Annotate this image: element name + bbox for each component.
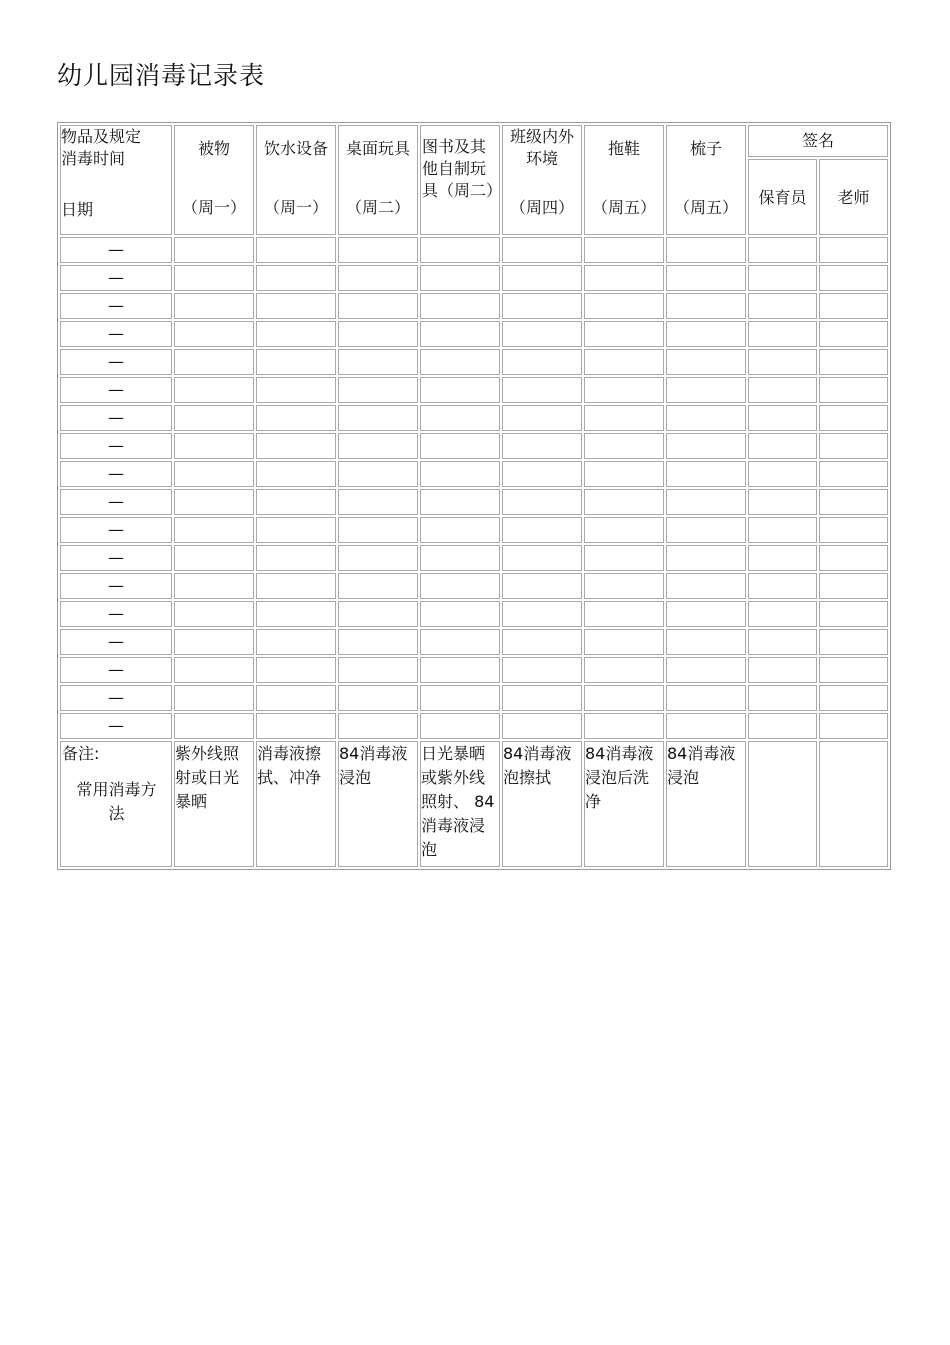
record-cell[interactable] — [420, 321, 500, 347]
header-col-day: （周一） — [181, 198, 246, 217]
method-teacher-sign[interactable] — [819, 741, 888, 867]
record-cell[interactable] — [174, 713, 254, 739]
record-cell[interactable] — [338, 461, 418, 487]
record-cell[interactable] — [666, 405, 746, 431]
header-caregiver: 保育员 — [748, 159, 817, 236]
record-cell[interactable] — [748, 265, 817, 291]
record-cell[interactable] — [748, 601, 817, 627]
record-cell[interactable] — [174, 293, 254, 319]
record-cell[interactable] — [584, 349, 664, 375]
header-col-environment — [502, 125, 582, 235]
record-cell[interactable] — [748, 685, 817, 711]
record-cell[interactable] — [174, 377, 254, 403]
record-cell[interactable] — [420, 713, 500, 739]
record-cell[interactable] — [584, 685, 664, 711]
record-cell[interactable] — [338, 349, 418, 375]
date-cell[interactable]: — — [60, 265, 172, 291]
header-col-slippers — [584, 125, 664, 235]
record-cell[interactable] — [174, 489, 254, 515]
record-cell[interactable] — [666, 517, 746, 543]
date-cell[interactable]: — — [60, 237, 172, 263]
record-cell[interactable] — [584, 293, 664, 319]
date-cell[interactable]: — — [60, 629, 172, 655]
record-cell[interactable] — [666, 489, 746, 515]
table-row — [60, 713, 888, 739]
record-cell[interactable] — [420, 293, 500, 319]
record-cell[interactable] — [819, 377, 888, 403]
record-cell[interactable] — [819, 657, 888, 683]
record-cell[interactable] — [748, 489, 817, 515]
record-cell[interactable] — [584, 657, 664, 683]
record-cell[interactable] — [666, 293, 746, 319]
record-cell[interactable] — [819, 517, 888, 543]
record-cell[interactable] — [420, 433, 500, 459]
date-cell[interactable]: — — [60, 321, 172, 347]
record-cell[interactable] — [502, 517, 582, 543]
record-cell[interactable] — [502, 293, 582, 319]
record-cell[interactable] — [174, 545, 254, 571]
record-cell[interactable] — [420, 657, 500, 683]
record-cell[interactable] — [174, 321, 254, 347]
record-cell[interactable] — [174, 517, 254, 543]
record-cell[interactable] — [420, 601, 500, 627]
record-cell[interactable] — [748, 517, 817, 543]
corner-items-label: 物品及规定消毒时间 — [61, 127, 142, 168]
table-row — [60, 489, 888, 515]
record-cell[interactable] — [256, 601, 336, 627]
header-col-name: 梳子 — [689, 139, 722, 158]
record-cell[interactable] — [666, 657, 746, 683]
record-cell[interactable] — [502, 237, 582, 263]
date-cell[interactable]: — — [60, 293, 172, 319]
header-col-name: 班级内外环境 — [509, 127, 574, 168]
record-cell[interactable] — [174, 265, 254, 291]
record-cell[interactable] — [502, 377, 582, 403]
header-col-bedding — [174, 125, 254, 235]
record-cell[interactable] — [502, 657, 582, 683]
record-cell[interactable] — [338, 433, 418, 459]
record-cell[interactable] — [819, 405, 888, 431]
table-row — [60, 629, 888, 655]
record-cell[interactable] — [338, 489, 418, 515]
date-cell[interactable]: — — [60, 405, 172, 431]
record-cell[interactable] — [666, 321, 746, 347]
record-cell[interactable] — [819, 461, 888, 487]
record-cell[interactable] — [174, 461, 254, 487]
header-col-name: 桌面玩具 — [345, 139, 410, 158]
record-cell[interactable] — [256, 685, 336, 711]
header-col-day: （周一） — [263, 198, 328, 217]
notes-label: 备注: — [62, 744, 100, 763]
table-row — [60, 405, 888, 431]
table-row — [60, 573, 888, 599]
record-cell[interactable] — [819, 433, 888, 459]
record-cell[interactable] — [666, 629, 746, 655]
record-cell[interactable] — [748, 349, 817, 375]
record-cell[interactable] — [584, 405, 664, 431]
record-cell[interactable] — [420, 573, 500, 599]
record-cell[interactable] — [338, 713, 418, 739]
record-cell[interactable] — [584, 433, 664, 459]
record-cell[interactable] — [338, 405, 418, 431]
method-combs: 84消毒液浸泡 — [666, 741, 746, 867]
record-cell[interactable] — [420, 517, 500, 543]
header-corner-cell — [60, 125, 172, 235]
record-cell[interactable] — [584, 629, 664, 655]
method-caregiver-sign[interactable] — [748, 741, 817, 867]
notes-row — [60, 741, 888, 867]
record-cell[interactable] — [420, 461, 500, 487]
record-cell[interactable] — [256, 433, 336, 459]
record-cell[interactable] — [420, 489, 500, 515]
record-cell[interactable] — [584, 601, 664, 627]
record-cell[interactable] — [338, 293, 418, 319]
record-cell[interactable] — [502, 601, 582, 627]
record-cell[interactable] — [584, 265, 664, 291]
record-cell[interactable] — [748, 321, 817, 347]
table-row — [60, 293, 888, 319]
record-cell[interactable] — [666, 461, 746, 487]
record-cell[interactable] — [420, 405, 500, 431]
record-cell[interactable] — [174, 685, 254, 711]
table-row — [60, 461, 888, 487]
table-row — [60, 545, 888, 571]
record-cell[interactable] — [256, 321, 336, 347]
table-row — [60, 601, 888, 627]
header-col-day: （周五） — [673, 198, 738, 217]
method-environment: 84消毒液泡擦拭 — [502, 741, 582, 867]
record-cell[interactable] — [819, 629, 888, 655]
record-cell[interactable] — [420, 545, 500, 571]
date-cell[interactable]: — — [60, 349, 172, 375]
record-cell[interactable] — [338, 573, 418, 599]
record-cell[interactable] — [502, 713, 582, 739]
table-row — [60, 265, 888, 291]
record-cell[interactable] — [174, 349, 254, 375]
record-cell[interactable] — [584, 321, 664, 347]
record-cell[interactable] — [174, 433, 254, 459]
record-cell[interactable] — [502, 685, 582, 711]
record-cell[interactable] — [256, 237, 336, 263]
record-cell[interactable] — [666, 573, 746, 599]
record-cell[interactable] — [584, 461, 664, 487]
disinfection-record-table — [57, 122, 891, 870]
record-cell[interactable] — [819, 265, 888, 291]
record-cell[interactable] — [748, 545, 817, 571]
common-methods-label: 常用消毒方法 — [76, 780, 157, 823]
record-cell[interactable] — [256, 517, 336, 543]
record-cell[interactable] — [819, 293, 888, 319]
method-toys: 84消毒液浸泡 — [338, 741, 418, 867]
record-cell[interactable] — [819, 545, 888, 571]
header-col-name: 图书及其他自制玩具（周二） — [422, 137, 503, 200]
date-cell[interactable]: — — [60, 573, 172, 599]
record-cell[interactable] — [584, 545, 664, 571]
record-cell[interactable] — [420, 685, 500, 711]
record-cell[interactable] — [819, 713, 888, 739]
header-col-combs — [666, 125, 746, 235]
record-cell[interactable] — [502, 405, 582, 431]
record-cell[interactable] — [666, 713, 746, 739]
record-cell[interactable] — [174, 601, 254, 627]
record-cell[interactable] — [584, 489, 664, 515]
date-cell[interactable]: — — [60, 601, 172, 627]
record-cell[interactable] — [256, 293, 336, 319]
header-col-name: 被物 — [197, 139, 230, 158]
record-cell[interactable] — [420, 377, 500, 403]
record-cell[interactable] — [502, 265, 582, 291]
record-cell[interactable] — [256, 265, 336, 291]
record-cell[interactable] — [256, 461, 336, 487]
record-cell[interactable] — [502, 489, 582, 515]
record-cell[interactable] — [256, 657, 336, 683]
record-cell[interactable] — [819, 237, 888, 263]
record-cell[interactable] — [819, 685, 888, 711]
date-cell[interactable]: — — [60, 545, 172, 571]
record-cell[interactable] — [256, 349, 336, 375]
record-cell[interactable] — [256, 405, 336, 431]
table-row — [60, 377, 888, 403]
record-cell[interactable] — [502, 461, 582, 487]
table-row — [60, 349, 888, 375]
record-cell[interactable] — [338, 545, 418, 571]
record-cell[interactable] — [584, 377, 664, 403]
record-cell[interactable] — [748, 405, 817, 431]
record-cell[interactable] — [174, 629, 254, 655]
record-cell[interactable] — [666, 433, 746, 459]
record-cell[interactable] — [174, 573, 254, 599]
record-cell[interactable] — [748, 657, 817, 683]
record-cell[interactable] — [819, 349, 888, 375]
record-cell[interactable] — [256, 629, 336, 655]
header-signature-group: 签名 — [748, 125, 888, 157]
method-slippers: 84消毒液浸泡后洗净 — [584, 741, 664, 867]
date-cell[interactable]: — — [60, 657, 172, 683]
method-bedding: 紫外线照射或日光暴晒 — [174, 741, 254, 867]
record-cell[interactable] — [748, 237, 817, 263]
header-col-day: （周四） — [509, 198, 574, 217]
record-cell[interactable] — [420, 265, 500, 291]
record-cell[interactable] — [338, 657, 418, 683]
record-cell[interactable] — [819, 489, 888, 515]
record-rows — [60, 237, 888, 739]
record-cell[interactable] — [256, 545, 336, 571]
record-cell[interactable] — [819, 573, 888, 599]
header-col-name: 拖鞋 — [607, 139, 640, 158]
record-cell[interactable] — [174, 657, 254, 683]
page-title: 幼儿园消毒记录表 — [57, 61, 266, 90]
record-cell[interactable] — [584, 573, 664, 599]
record-cell[interactable] — [666, 685, 746, 711]
record-cell[interactable] — [748, 461, 817, 487]
record-cell[interactable] — [420, 237, 500, 263]
record-cell[interactable] — [256, 573, 336, 599]
record-cell[interactable] — [338, 601, 418, 627]
header-col-toys — [338, 125, 418, 235]
record-cell[interactable] — [819, 321, 888, 347]
date-cell[interactable]: — — [60, 685, 172, 711]
record-cell[interactable] — [748, 573, 817, 599]
record-cell[interactable] — [420, 349, 500, 375]
record-cell[interactable] — [502, 573, 582, 599]
record-cell[interactable] — [174, 237, 254, 263]
record-cell[interactable] — [819, 601, 888, 627]
record-cell[interactable] — [338, 685, 418, 711]
record-cell[interactable] — [338, 377, 418, 403]
corner-date-label: 日期 — [61, 200, 94, 219]
record-cell[interactable] — [666, 349, 746, 375]
record-cell[interactable] — [338, 517, 418, 543]
header-col-name: 饮水设备 — [263, 139, 328, 158]
record-cell[interactable] — [666, 545, 746, 571]
header-teacher: 老师 — [819, 159, 888, 236]
date-cell[interactable]: — — [60, 461, 172, 487]
record-cell[interactable] — [666, 237, 746, 263]
record-cell[interactable] — [748, 377, 817, 403]
record-cell[interactable] — [174, 405, 254, 431]
record-cell[interactable] — [338, 265, 418, 291]
record-cell[interactable] — [584, 517, 664, 543]
record-cell[interactable] — [256, 713, 336, 739]
record-cell[interactable] — [256, 489, 336, 515]
header-col-day: （周二） — [345, 198, 410, 217]
record-cell[interactable] — [338, 629, 418, 655]
record-cell[interactable] — [748, 293, 817, 319]
record-cell[interactable] — [748, 433, 817, 459]
record-cell[interactable] — [420, 629, 500, 655]
record-cell[interactable] — [338, 237, 418, 263]
record-cell[interactable] — [338, 321, 418, 347]
record-cell[interactable] — [502, 433, 582, 459]
table-row — [60, 657, 888, 683]
record-cell[interactable] — [748, 713, 817, 739]
record-cell[interactable] — [502, 321, 582, 347]
table-row — [60, 685, 888, 711]
table-row — [60, 517, 888, 543]
method-books: 日光暴晒或紫外线照射、 84消毒液浸泡 — [420, 741, 500, 867]
record-cell[interactable] — [666, 377, 746, 403]
notes-label-cell — [60, 741, 172, 867]
date-cell[interactable]: — — [60, 433, 172, 459]
record-cell[interactable] — [502, 629, 582, 655]
method-water: 消毒液擦拭、冲净 — [256, 741, 336, 867]
record-cell[interactable] — [502, 349, 582, 375]
record-cell[interactable] — [502, 545, 582, 571]
date-cell[interactable]: — — [60, 377, 172, 403]
table-row — [60, 237, 888, 263]
record-cell[interactable] — [666, 601, 746, 627]
table-row — [60, 321, 888, 347]
header-col-water — [256, 125, 336, 235]
record-cell[interactable] — [666, 265, 746, 291]
record-cell[interactable] — [256, 377, 336, 403]
header-col-books — [420, 125, 503, 235]
record-cell[interactable] — [584, 713, 664, 739]
header-col-day: （周五） — [591, 198, 656, 217]
record-cell[interactable] — [748, 629, 817, 655]
date-cell[interactable]: — — [60, 489, 172, 515]
record-cell[interactable] — [584, 237, 664, 263]
date-cell[interactable]: — — [60, 713, 172, 739]
table-row — [60, 433, 888, 459]
date-cell[interactable]: — — [60, 517, 172, 543]
